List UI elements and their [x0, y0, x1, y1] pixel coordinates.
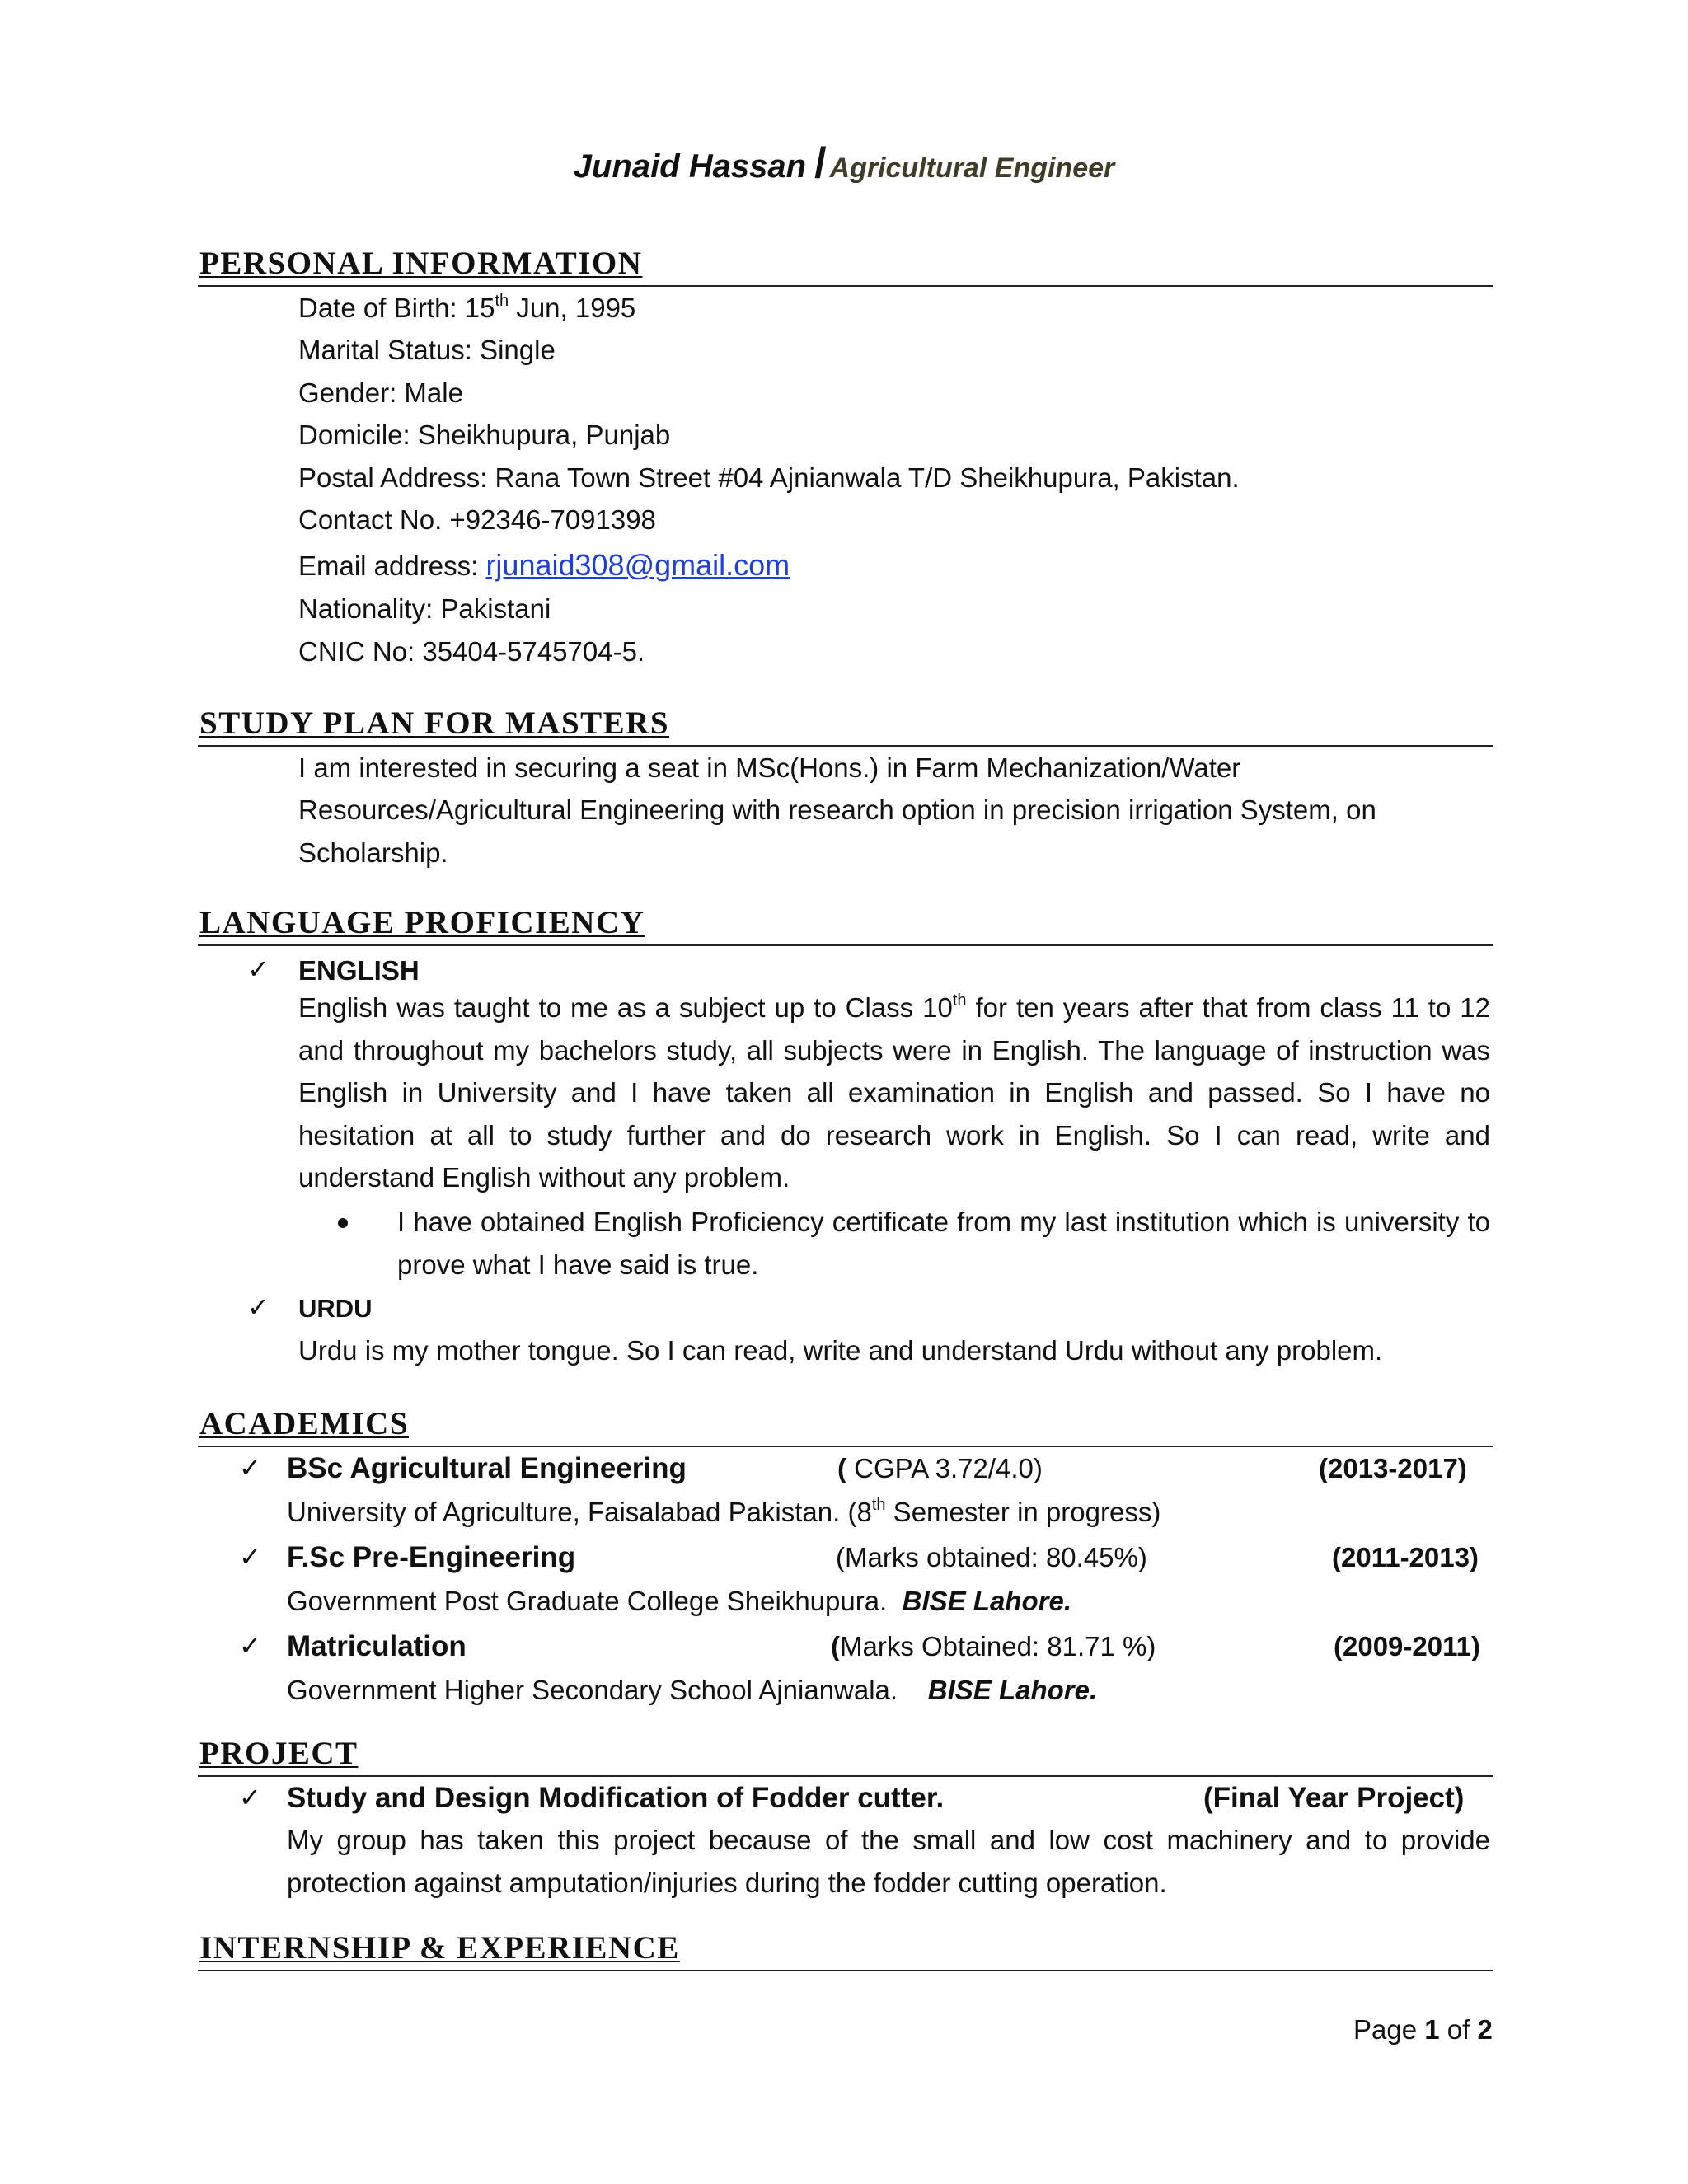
- section-academics: [198, 1404, 1493, 1447]
- study-plan-line-2: Resources/Agricultural Engineering with research option in precision irrigation System, on: [298, 794, 1376, 825]
- score-paren: (: [831, 1631, 840, 1661]
- academic-institution: [287, 1585, 1071, 1618]
- dob-line: [298, 292, 635, 325]
- section-project: [198, 1734, 1493, 1777]
- check-icon: ✓: [239, 1630, 261, 1661]
- urdu-title: URDU: [298, 1294, 373, 1323]
- institution-text: University of Agriculture, Faisalabad Pakistan. (8: [287, 1497, 872, 1527]
- section-personal-information: [198, 244, 1493, 287]
- check-icon: ✓: [239, 1541, 261, 1572]
- check-icon: ✓: [239, 1452, 261, 1483]
- english-bullet-text: I have obtained English Proficiency certificate from my last institution which is university to prove what I have said is true.: [397, 1207, 1490, 1280]
- institution-text: Government Higher Secondary School Ajnianwala.: [287, 1675, 898, 1705]
- domicile: Domicile: Sheikhupura, Punjab: [298, 419, 671, 450]
- section-heading: STUDY PLAN FOR MASTERS: [199, 705, 670, 741]
- english-title: ENGLISH: [298, 955, 420, 986]
- project-description: My group has taken this project because of the small and low cost machinery and to provide protection against amputation/injuries during the fodder cutting operation.: [287, 1825, 1490, 1898]
- score-text: CGPA 3.72/4.0): [846, 1453, 1043, 1483]
- institution-superscript: th: [871, 1496, 886, 1514]
- academic-score: [831, 1630, 1156, 1663]
- section-heading: LANGUAGE PROFICIENCY: [199, 905, 645, 940]
- section-internship-experience: [198, 1929, 1493, 1971]
- section-heading: PERSONAL INFORMATION: [199, 246, 643, 281]
- contact-number: Contact No. +92346-7091398: [298, 504, 656, 535]
- academic-score: [837, 1452, 1043, 1485]
- academic-degree: Matriculation: [287, 1630, 467, 1662]
- institution-rest: Semester in progress): [885, 1497, 1161, 1527]
- cnic-number: CNIC No: 35404-5745704-5.: [298, 636, 645, 667]
- email-label: Email address:: [298, 551, 486, 581]
- project-tag: (Final Year Project): [1203, 1782, 1465, 1814]
- english-text-part-b: for ten years after that from class 11 to 12 and throughout my bachelors study, all subjects were in English. The language of instruction was English in University and I have taken all examination in English and passed. So I have no hesitation at all to study further and do research work in English. So I can read, write and understand English without any problem.: [298, 992, 1490, 1193]
- page-of-word: of: [1439, 2014, 1478, 2045]
- email-line: [298, 549, 790, 583]
- english-paragraph: [298, 987, 1490, 1199]
- postal-address: Postal Address: Rana Town Street #04 Ajnianwala T/D Sheikhupura, Pakistan.: [298, 462, 1240, 493]
- dob-superscript: th: [495, 292, 509, 310]
- check-icon: ✓: [247, 1291, 270, 1323]
- english-superscript: th: [952, 991, 967, 1010]
- academic-institution: [287, 1674, 1097, 1707]
- check-icon: ✓: [239, 1782, 261, 1813]
- academic-institution: [287, 1496, 1160, 1529]
- dob-rest: Jun, 1995: [509, 293, 636, 323]
- board-text: BISE Lahore.: [902, 1586, 1071, 1616]
- resume-title: [0, 138, 1688, 188]
- study-plan-line-3: Scholarship.: [298, 837, 448, 868]
- gender: Gender: Male: [298, 377, 463, 408]
- candidate-name: Junaid Hassan: [573, 148, 807, 185]
- score-text: Marks Obtained: 81.71 %): [840, 1631, 1156, 1661]
- academic-years: (2011-2013): [1332, 1542, 1479, 1572]
- project-title: Study and Design Modification of Fodder cutter.: [287, 1782, 945, 1814]
- section-heading: PROJECT: [199, 1736, 359, 1771]
- dob-text: Date of Birth: 15: [298, 293, 495, 323]
- section-study-plan: [198, 704, 1493, 747]
- bullet-icon: [338, 1218, 348, 1228]
- study-plan-line-1: I am interested in securing a seat in MSc(Hons.) in Farm Mechanization/Water: [298, 752, 1241, 783]
- section-language-proficiency: [198, 903, 1493, 946]
- page-total: 2: [1477, 2014, 1493, 2045]
- page-current: 1: [1424, 2014, 1440, 2045]
- title-separator: /: [814, 139, 827, 187]
- urdu-text: Urdu is my mother tongue. So I can read, write and understand Urdu without any problem.: [298, 1335, 1383, 1366]
- academic-score: (Marks obtained: 80.45%): [836, 1542, 1147, 1572]
- board-text: BISE Lahore.: [927, 1675, 1098, 1705]
- section-heading: INTERNSHIP & EXPERIENCE: [199, 1930, 680, 1966]
- nationality: Nationality: Pakistani: [298, 593, 551, 624]
- academic-degree: F.Sc Pre-Engineering: [287, 1541, 576, 1573]
- institution-text: Government Post Graduate College Sheikhupura.: [287, 1586, 888, 1616]
- page-number: [1353, 2013, 1493, 2046]
- marital-status: Marital Status: Single: [298, 335, 556, 365]
- academic-degree: BSc Agricultural Engineering: [287, 1452, 687, 1484]
- page-word: Page: [1353, 2014, 1425, 2045]
- check-icon: ✓: [247, 954, 270, 985]
- academic-years: (2009-2011): [1334, 1631, 1480, 1661]
- section-heading: ACADEMICS: [199, 1406, 410, 1441]
- email-link[interactable]: rjunaid308@gmail.com: [485, 548, 790, 582]
- candidate-role: Agricultural Engineer: [829, 152, 1115, 184]
- english-text-part-a: English was taught to me as a subject up to Class 10: [298, 992, 953, 1023]
- academic-years: (2013-2017): [1319, 1453, 1467, 1483]
- score-paren: (: [837, 1453, 846, 1483]
